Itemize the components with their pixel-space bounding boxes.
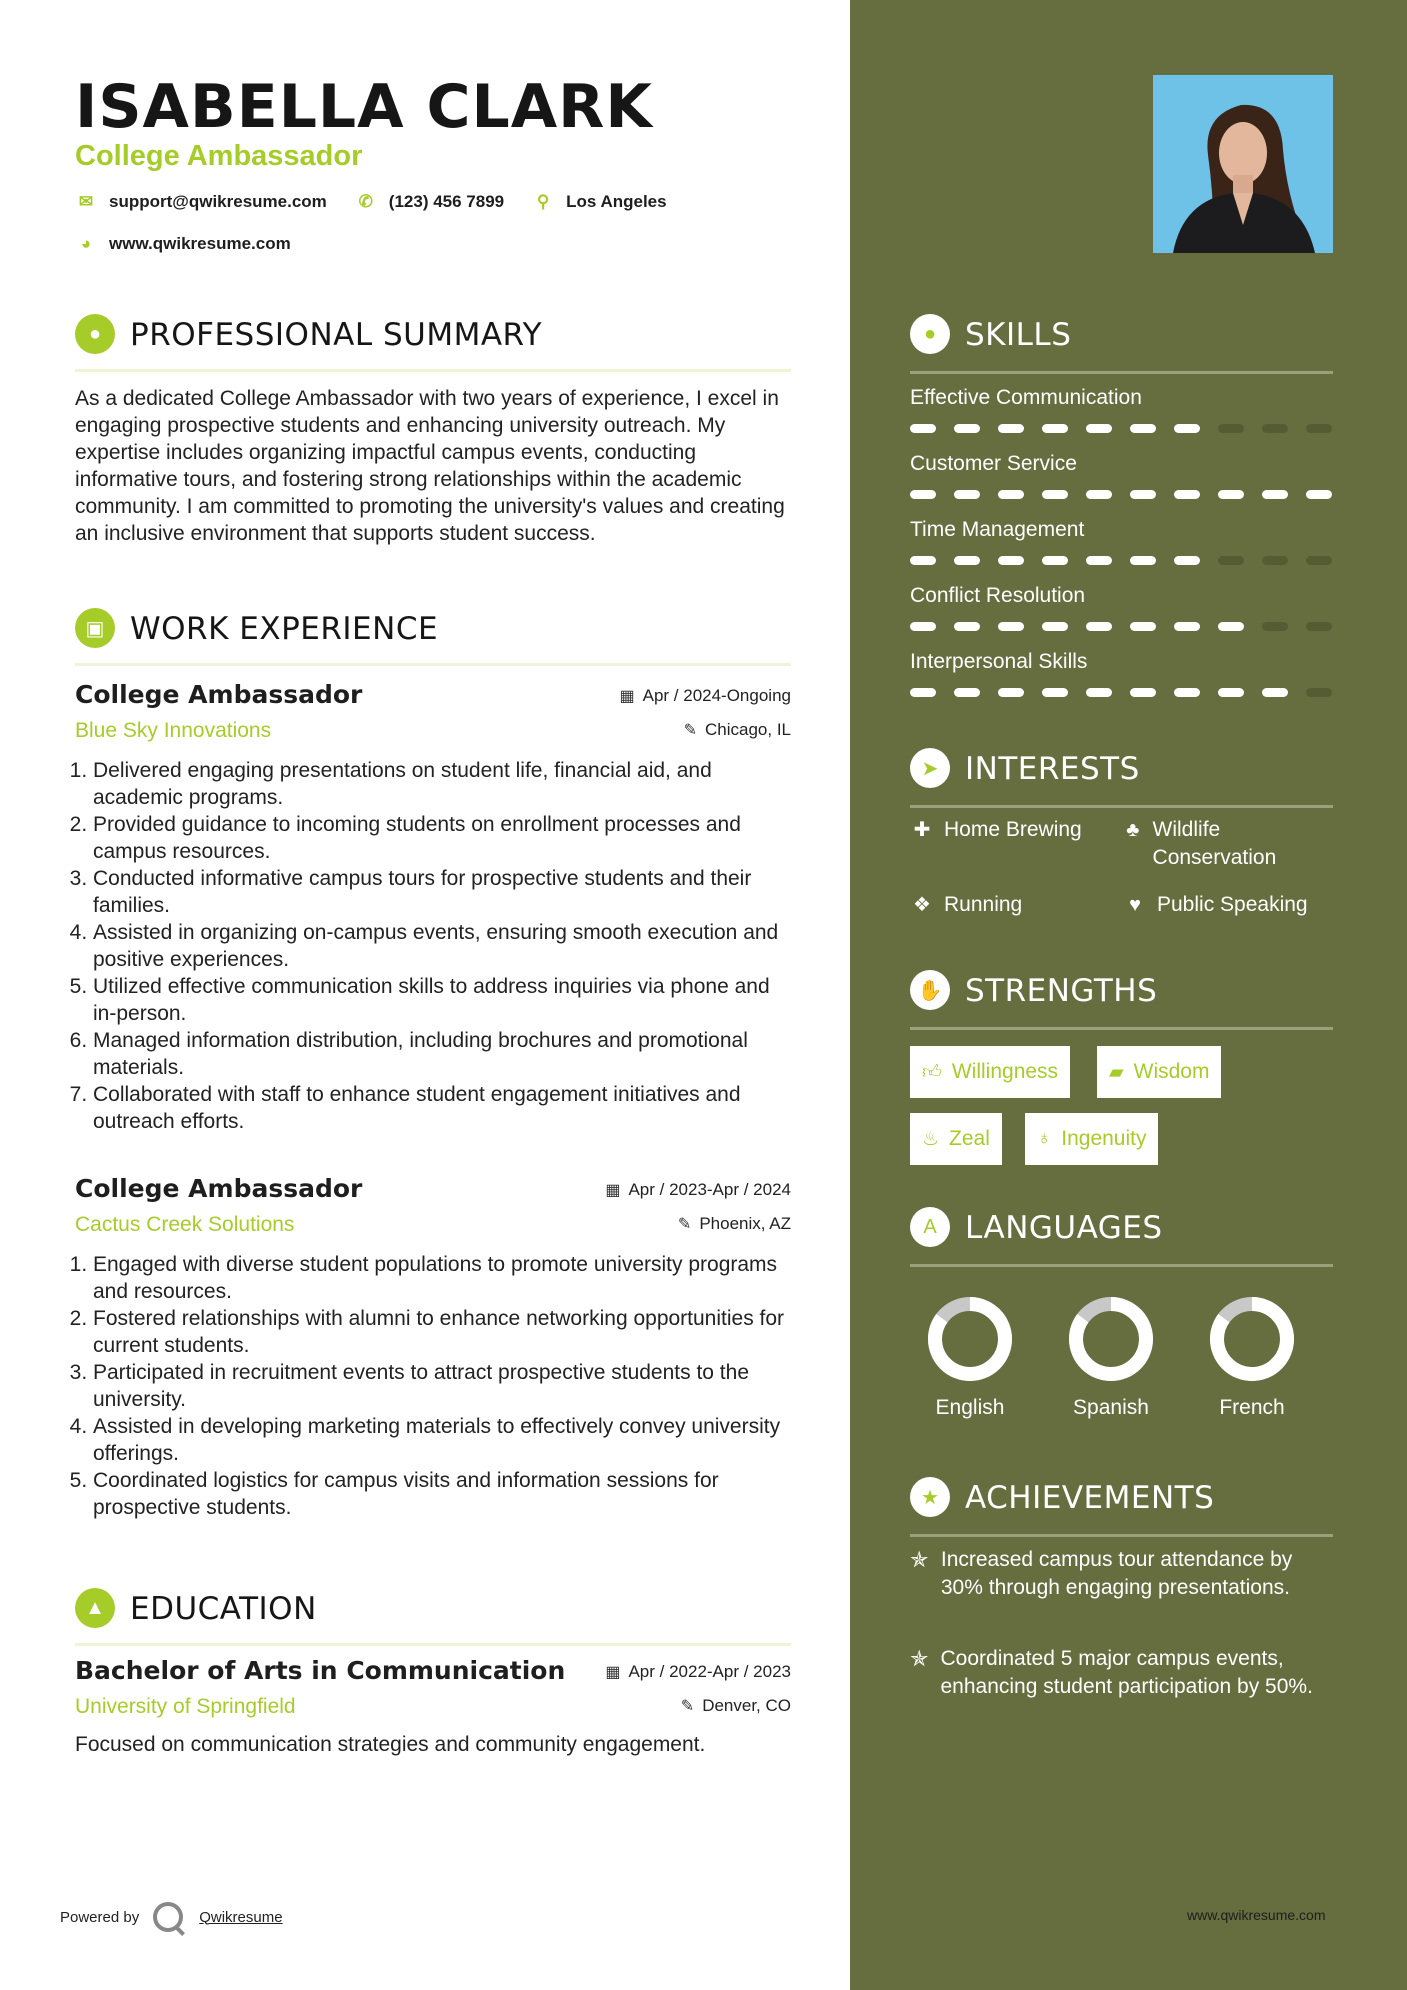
language-icon: A [910,1207,950,1247]
qwikresume-logo-icon [153,1902,183,1932]
skill-segment [954,688,980,697]
list-item: 6. Managed information distribution, including brochures and promotional materials. [93,1027,791,1081]
powered-by-label: Powered by [60,1908,140,1926]
achievement-text: Coordinated 5 major campus events, enhancing student participation by 50%. [940,1647,1313,1698]
skills-heading [910,314,1333,374]
skill-label: Effective Communication [910,386,1142,409]
language-label: French [1219,1396,1285,1419]
list-item: 2. Fostered relationships with alumni to enhance networking opportunities for current students. [93,1305,791,1359]
calendar-icon: ▦ [605,1182,621,1199]
sidebar [850,0,1407,1990]
achievements-heading [910,1477,1333,1537]
skill-segment [1130,622,1156,631]
interest-label: Home Brewing [944,818,1082,841]
education-date [605,1662,791,1682]
interest-item [1123,891,1308,919]
thumbs-up-icon: 👍︎ [922,1061,942,1083]
job-date [605,1180,791,1200]
skill-segment [954,622,980,631]
skill-item [910,650,1333,697]
calendar-icon: ▦ [605,1664,621,1681]
interest-label: Public Speaking [1157,893,1308,916]
summary-heading [75,314,791,372]
skill-segment [1262,490,1288,499]
footer-powered [60,1902,283,1932]
language-label: English [935,1396,1005,1419]
contact-website[interactable] [75,234,291,254]
skill-segment [1086,622,1112,631]
skill-segment [1306,490,1332,499]
lightbulb-icon: ♁ [1037,1128,1052,1149]
skill-segment [998,556,1024,565]
job-date [619,686,791,706]
language-level-ring [1068,1296,1154,1382]
skill-segment [1086,490,1112,499]
experience-heading [75,608,791,666]
skill-segment [1174,490,1200,499]
globe-icon: ◕ [80,234,92,253]
contact-row [75,192,695,212]
star-icon: ★ [910,1477,950,1517]
list-item: 7. Collaborated with staff to enhance student engagement initiatives and outreach efforts. [93,1081,791,1135]
skill-segment [1042,556,1068,565]
skill-level-bar [910,688,1333,697]
skill-segment [1130,556,1156,565]
education-location [681,1696,791,1716]
skill-label: Interpersonal Skills [910,650,1088,673]
summary-text: As a dedicated College Ambassador with two years of experience, I excel in engaging prospective students and enhancing university outreach. My expertise includes organizing impactful campus events, conducting informative tours, and fostering strong relationships within the academic community. I am committed to promoting the university's values and creating an inclusive environment that supports student success. [75,387,785,545]
education-date-text: Apr / 2022-Apr / 2023 [628,1662,791,1681]
strength-badge [910,1046,1070,1098]
skill-level-bar [910,556,1333,565]
language-level-ring [927,1296,1013,1382]
language-item [1051,1296,1171,1420]
list-item: 5. Utilized effective communication skills to address inquiries via phone and in-person. [93,973,791,1027]
skill-segment [1130,688,1156,697]
fire-icon: ♨ [922,1128,940,1150]
book-icon: ▰ [1109,1061,1124,1083]
achievement-item [910,1546,1333,1602]
job-location-text: Chicago, IL [705,720,791,739]
education-heading [75,1588,791,1646]
skill-segment [998,688,1024,697]
skill-segment [1174,688,1200,697]
skill-segment [910,556,936,565]
star-bullet-icon: ✯ [910,1646,929,1671]
tree-icon: ♣ [1126,819,1140,841]
job-date-text: Apr / 2024-Ongoing [642,686,791,705]
achievements-title: ACHIEVEMENTS [965,1480,1215,1516]
interests-title: INTERESTS [965,751,1140,787]
skill-segment [1042,490,1068,499]
job-entry [75,680,791,1135]
skill-segment [1306,424,1332,433]
contact-email[interactable] [75,192,327,212]
profile-photo [1153,75,1333,253]
job-location-text: Phoenix, AZ [699,1214,791,1233]
languages-heading [910,1207,1333,1267]
skill-segment [954,424,980,433]
skill-segment [910,490,936,499]
website-text: www.qwikresume.com [109,234,291,253]
language-label: Spanish [1073,1396,1149,1419]
achievement-item [910,1645,1333,1701]
hand-icon: ✋ [910,970,950,1010]
calendar-icon: ▦ [619,688,635,705]
skill-segment [1262,688,1288,697]
skill-segment [1130,490,1156,499]
phone-text: (123) 456 7899 [388,192,505,211]
envelope-icon: ✉ [78,192,94,211]
education-description: Focused on communication strategies and community engagement. [75,1733,706,1756]
skill-segment [1218,622,1244,631]
strengths-title: STRENGTHS [965,973,1158,1009]
profile-photo-image [1153,75,1333,253]
experience-title: WORK EXPERIENCE [130,611,439,647]
job-company: Cactus Creek Solutions [75,1213,295,1236]
language-level-ring [1209,1296,1295,1382]
job-date-text: Apr / 2023-Apr / 2024 [628,1180,791,1199]
strength-badge [910,1113,1002,1165]
puzzle-icon: ✚ [913,819,931,841]
skill-label: Customer Service [910,452,1077,475]
education-location-text: Denver, CO [702,1696,791,1715]
strength-label: Wisdom [1133,1060,1210,1083]
lightbulb-icon: ● [910,314,950,354]
interest-label: Wildlife Conservation [1152,818,1277,869]
pin-icon: ✎ [680,1698,695,1715]
skill-segment [1042,424,1068,433]
job-company: Blue Sky Innovations [75,719,272,742]
phone-icon: ✆ [358,192,373,211]
skill-segment [1174,556,1200,565]
skill-segment [1086,556,1112,565]
skill-level-bar [910,490,1333,499]
skill-segment [954,556,980,565]
degree-title: Bachelor of Arts in Communication [75,1656,566,1685]
strength-badge [1097,1046,1221,1098]
job-location [678,1214,791,1234]
interests-heading [910,748,1333,808]
interest-item [910,816,1082,844]
paw-icon: ❖ [913,894,931,916]
skill-segment [1306,556,1332,565]
skill-segment [1262,424,1288,433]
languages-title: LANGUAGES [965,1210,1163,1246]
language-item [910,1296,1030,1420]
strength-label: Ingenuity [1061,1127,1147,1150]
interest-item [1123,816,1313,872]
summary-title: PROFESSIONAL SUMMARY [130,317,543,353]
skill-segment [954,490,980,499]
list-item: 3. Conducted informative campus tours for prospective students and their families. [93,865,791,919]
skill-segment [998,490,1024,499]
skill-segment [1042,622,1068,631]
skill-item [910,386,1333,433]
candidate-name: ISABELLA CLARK [75,72,653,142]
heartbeat-icon: ♥ [1129,894,1141,916]
achievement-text: Increased campus tour attendance by 30% through engaging presentations. [940,1548,1293,1599]
skill-segment [910,424,936,433]
skill-segment [1262,556,1288,565]
contact-row-website [75,234,319,254]
skill-segment [1218,490,1244,499]
pin-icon: ✎ [683,722,697,739]
skill-segment [1306,688,1332,697]
education-entry [75,1656,791,1758]
star-bullet-icon: ✯ [910,1547,929,1572]
paper-plane-icon: ➤ [910,748,950,788]
skill-item [910,518,1333,565]
list-item: 4. Assisted in developing marketing materials to effectively convey university offerings. [93,1413,791,1467]
skill-level-bar [910,622,1333,631]
pin-icon: ✎ [677,1216,692,1233]
skill-segment [1086,688,1112,697]
location-text: Los Angeles [566,192,667,211]
email-text: support@qwikresume.com [109,192,327,211]
brand-link[interactable]: Qwikresume [199,1908,283,1926]
skill-segment [1130,424,1156,433]
skill-segment [1086,424,1112,433]
candidate-role: College Ambassador [75,140,363,172]
education-title: EDUCATION [130,1591,317,1627]
list-item: 3. Participated in recruitment events to attract prospective students to the university. [93,1359,791,1413]
job-duties [67,1251,791,1521]
skill-item [910,584,1333,631]
skills-title: SKILLS [965,317,1072,353]
map-pin-icon: ⚲ [536,192,550,211]
contact-phone[interactable] [355,192,504,212]
strength-label: Zeal [949,1127,990,1150]
strengths-heading [910,970,1333,1030]
list-item: 4. Assisted in organizing on-campus events, ensuring smooth execution and positive experiences. [93,919,791,973]
user-icon: ● [75,314,115,354]
job-title: College Ambassador [75,680,363,709]
list-item: 2. Provided guidance to incoming students on enrollment processes and campus resources. [93,811,791,865]
briefcase-icon: ▣ [75,608,115,648]
skill-label: Time Management [910,518,1085,541]
interest-label: Running [944,893,1023,916]
skill-label: Conflict Resolution [910,584,1086,607]
list-item: 5. Coordinated logistics for campus visits and information sessions for prospective students. [93,1467,791,1521]
job-title: College Ambassador [75,1174,363,1203]
skill-segment [910,688,936,697]
interest-item [910,891,1022,919]
graduation-icon: ▲ [75,1588,115,1628]
skill-level-bar [910,424,1333,433]
skill-item [910,452,1333,499]
strength-label: Willingness [951,1060,1059,1083]
job-duties [67,757,791,1135]
skill-segment [1218,556,1244,565]
job-location [684,720,791,740]
footer-site[interactable]: www.qwikresume.com [1187,1907,1326,1923]
list-item: 1. Delivered engaging presentations on student life, financial aid, and academic programs. [93,757,791,811]
skill-segment [1174,622,1200,631]
skill-segment [910,622,936,631]
skill-segment [1306,622,1332,631]
skill-segment [998,424,1024,433]
job-entry [75,1174,791,1521]
skill-segment [998,622,1024,631]
list-item: 1. Engaged with diverse student populations to promote university programs and resources. [93,1251,791,1305]
language-item [1192,1296,1312,1420]
skill-segment [1218,424,1244,433]
skill-segment [1042,688,1068,697]
skill-segment [1262,622,1288,631]
contact-location [532,192,666,212]
strength-badge [1025,1113,1158,1165]
skill-segment [1174,424,1200,433]
skill-segment [1218,688,1244,697]
school-name: University of Springfield [75,1695,296,1718]
